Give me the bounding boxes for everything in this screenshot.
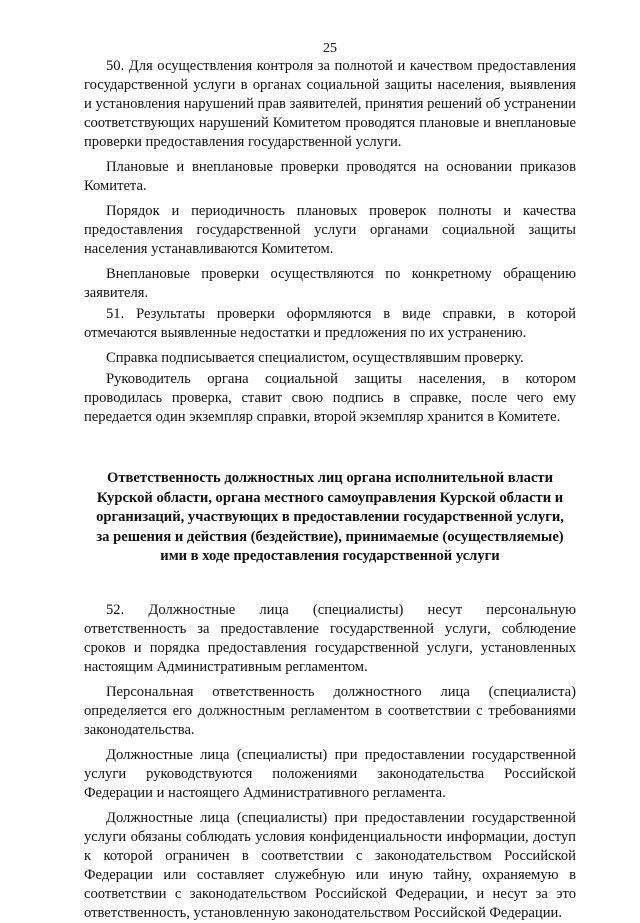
paragraph-51: 51. Результаты проверки оформляются в виде справки, в которой отмечаются выявленные недостатки и предложения по их устранению.	[84, 306, 576, 341]
paragraph-confidentiality: Должностные лица (специалисты) при предоставлении государственной услуги обязаны соблюдать условия конфиденциальности информации, доступ к которой ограничен в соответствии с законодательством Российской Федерации или составляет служебную или иную тайну, охраняемую в соответствии с законодательством Российской Федерации, и несут за это ответственность, установленную законодательством Российской Федерации.	[84, 809, 576, 921]
paragraph-unplanned-checks: Внеплановые проверки осуществляются по конкретному обращению заявителя.	[84, 266, 576, 301]
page-number: 25	[323, 41, 337, 56]
paragraph-head-signature: Руководитель органа социальной защиты населения, в котором проводилась проверка, ставит свою подпись в справке, после чего ему передается один экземпляр справки, второй экземпляр хранится в Комитете.	[84, 371, 576, 425]
paragraph-52: 52. Должностные лица (специалисты) несут персональную ответственность за предоставление государственной услуги, соблюдение сроков и порядка предоставления государственной услуги, установленных настоящим Административным регламентом.	[84, 601, 576, 675]
paragraph-legislation-guidance: Должностные лица (специалисты) при предоставлении государственной услуги руководствуются положениями законодательства Российской Федерации и настоящего Административного регламента.	[84, 746, 576, 801]
paragraph-planned-checks-basis: Плановые и внеплановые проверки проводятся на основании приказов Комитета.	[84, 159, 576, 194]
paragraph-report-signature: Справка подписывается специалистом, осуществлявшим проверку.	[106, 350, 524, 366]
paragraph-checks-procedure: Порядок и периодичность плановых проверок полноты и качества предоставления государственной услуги органами социальной защиты населения устанавливаются Комитетом.	[84, 203, 576, 257]
paragraph-50: 50. Для осуществления контроля за полнотой и качеством предоставления государственной услуги в органах социальной защиты населения, выявления и установления нарушений прав заявителей, принятия решений об устранении соответствующих нарушений Комитетом проводятся плановые и внеплановые проверки предоставления государственной услуги.	[84, 58, 576, 150]
paragraph-personal-responsibility: Персональная ответственность должностного лица (специалиста) определяется его должностным регламентом в соответствии с требованиями законодательства.	[84, 683, 576, 738]
section-title: Ответственность должностных лиц органа исполнительной власти Курской области, органа местного самоуправления Курской области и организаций, участвующих в предоставлении государственной услуги, за решения и действия (бездействие), принимаемые (осуществляемые) ими в ходе предоставления государственной услуги	[96, 470, 564, 564]
